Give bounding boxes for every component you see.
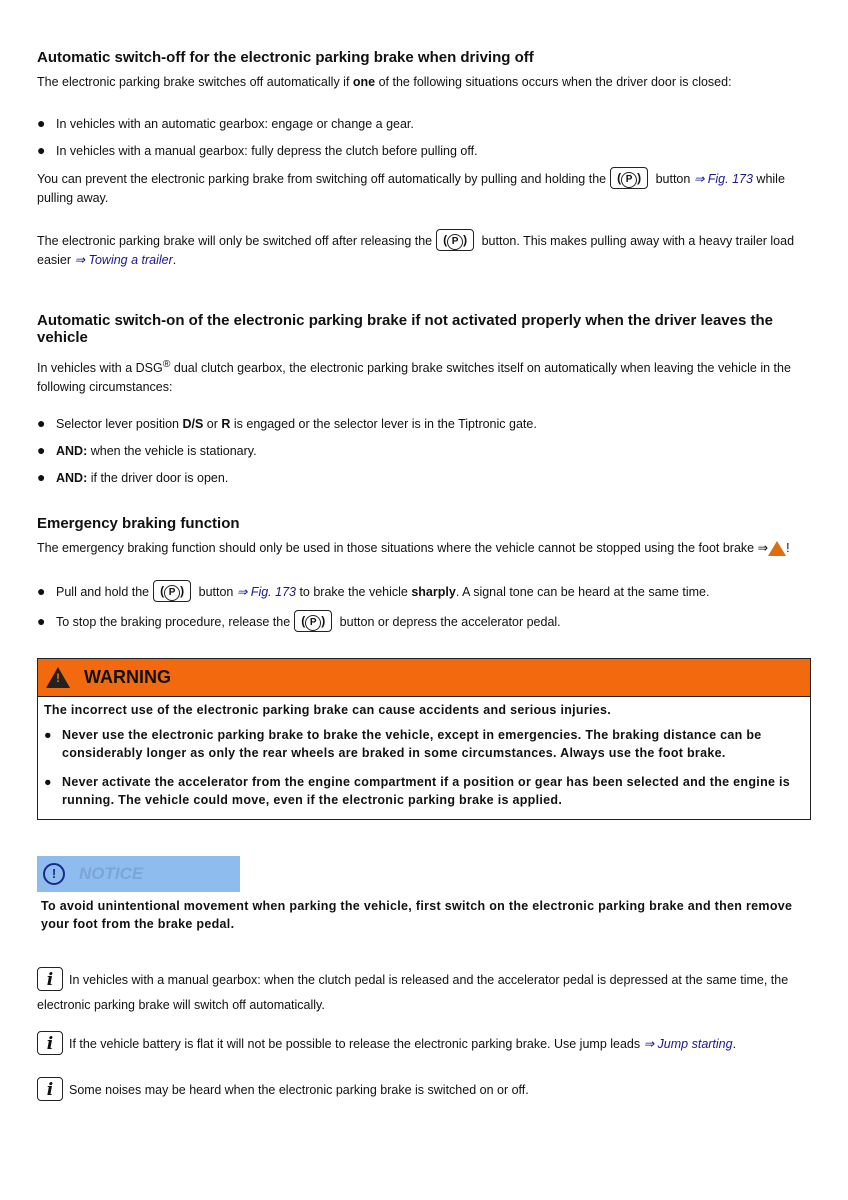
- link-fig-173[interactable]: ⇒ Fig. 173: [236, 585, 296, 599]
- text: or: [203, 417, 222, 431]
- bullet-icon: ●: [44, 728, 52, 742]
- heading-auto-switch-off: Automatic switch-off for the electronic parking brake when driving off: [37, 49, 534, 66]
- bullet-icon: ●: [37, 142, 46, 158]
- parking-brake-button-icon: ( P ): [294, 610, 332, 632]
- parking-brake-button-icon: ( P ): [610, 167, 648, 189]
- text-bold: one: [352, 75, 376, 89]
- text: dual clutch gearbox, the electronic parking brake switches itself on automatically when leaving the vehicle in the following circumstances:: [37, 361, 791, 395]
- warning-lead: The incorrect use of the electronic parking brake can cause accidents and serious injuries.: [44, 703, 612, 717]
- text: If the vehicle battery is flat it will not be possible to release the electronic parking brake. Use jump leads: [69, 1037, 644, 1051]
- text: button. This makes pulling away with a heavy trailer load easier: [37, 234, 795, 267]
- text: when the vehicle is stationary.: [87, 444, 257, 458]
- text-bold: AND:: [56, 471, 88, 485]
- info-note: [37, 1078, 797, 1103]
- text: Some noises may be heard when the electronic parking brake is switched on or off.: [69, 1083, 529, 1097]
- warning-triangle-icon[interactable]: [768, 541, 786, 556]
- text: button: [198, 585, 237, 599]
- text-bold: AND:: [56, 444, 88, 458]
- list-item: [37, 612, 561, 632]
- text: !: [786, 541, 790, 555]
- text: if the driver door is open.: [87, 471, 229, 485]
- text: Pull and hold the: [56, 585, 150, 599]
- text: .: [172, 253, 177, 267]
- warning-body: [38, 697, 810, 824]
- text: The emergency braking function should only be used in those situations where the vehicle cannot be stopped using the foot brake ⇒: [37, 541, 769, 555]
- notice-title: NOTICE: [79, 864, 144, 883]
- info-icon: i: [37, 1031, 63, 1055]
- link-jump-starting[interactable]: ⇒ Jump starting: [643, 1037, 733, 1051]
- info-note: [37, 1032, 797, 1057]
- p-symbol: P: [164, 585, 180, 601]
- text-bold: sharply: [411, 585, 456, 599]
- notice-text: To avoid unintentional movement when parking the vehicle, first switch on the electronic parking brake and then remove your foot from the brake pedal.: [41, 899, 793, 931]
- text: Never use the electronic parking brake to brake the vehicle, except in emergencies. The braking distance can be considerably longer as only the rear wheels are braked in some circumstances. Always use the foot brake.: [62, 728, 762, 760]
- text: In vehicles with an automatic gearbox: engage or change a gear.: [56, 117, 414, 131]
- parking-brake-button-icon: ( P ): [153, 580, 191, 602]
- text: of the following situations occurs when the driver door is closed:: [375, 75, 732, 89]
- bullet-icon: ●: [37, 442, 46, 458]
- text: In vehicles with a manual gearbox: when the clutch pedal is released and the accelerator pedal is depressed at the same time, the electronic parking brake will switch off automatically.: [37, 973, 789, 1012]
- text: while pulling away.: [37, 172, 785, 205]
- text: In vehicles with a manual gearbox: fully depress the clutch before pulling off.: [56, 144, 478, 158]
- p-symbol: P: [621, 172, 637, 188]
- list-item: [37, 114, 414, 134]
- text-bold: D/S: [182, 417, 204, 431]
- p-symbol: P: [305, 615, 321, 631]
- text: The electronic parking brake will only be switched off after releasing the: [37, 234, 433, 248]
- info-icon: i: [37, 1077, 63, 1101]
- exclamation-circle-icon: !: [43, 863, 65, 885]
- paragraph: [37, 232, 797, 270]
- bullet-icon: ●: [37, 415, 46, 431]
- list-item: [37, 582, 709, 602]
- text: Selector lever position: [56, 417, 183, 431]
- bullet-icon: ●: [37, 583, 46, 599]
- warning-triangle-icon: [46, 667, 70, 688]
- bullet-icon: ●: [37, 469, 46, 485]
- warning-item: [44, 773, 804, 809]
- text: button: [655, 172, 691, 186]
- link-fig-173[interactable]: ⇒ Fig. 173: [693, 172, 753, 186]
- text: Never activate the accelerator from the engine compartment if a position or gear has been selected and the engine is running. The vehicle could move, even if the electronic parking brake is applied.: [62, 775, 791, 807]
- text: In vehicles with a DSG: [37, 361, 163, 376]
- text: The electronic parking brake switches off automatically if: [37, 75, 353, 89]
- text: is engaged or the selector lever is in the Tiptronic gate.: [230, 417, 537, 431]
- warning-header: [38, 659, 810, 697]
- text: .: [732, 1037, 737, 1051]
- paragraph: [37, 539, 797, 558]
- warning-title: WARNING: [84, 667, 171, 687]
- registered-mark: ®: [162, 359, 171, 370]
- bullet-icon: ●: [37, 115, 46, 131]
- warning-item: [44, 726, 804, 762]
- text: To stop the braking procedure, release the: [56, 615, 291, 629]
- warning-box: [37, 658, 811, 820]
- text: You can prevent the electronic parking brake from switching off automatically by pulling and holding the: [37, 172, 607, 186]
- text-bold: R: [221, 417, 231, 431]
- heading-emergency-braking: Emergency braking function: [37, 515, 240, 532]
- link-towing-trailer[interactable]: ⇒ Towing a trailer: [74, 253, 173, 267]
- bullet-icon: ●: [37, 613, 46, 629]
- p-symbol: P: [447, 234, 463, 250]
- list-item: [37, 414, 537, 434]
- paragraph: [37, 355, 797, 397]
- text: to brake the vehicle: [295, 585, 412, 599]
- parking-brake-button-icon: ( P ): [436, 229, 474, 251]
- list-item: [37, 468, 228, 488]
- heading-auto-switch-on: Automatic switch-on of the electronic parking brake if not activated properly when the driver leaves the vehicle: [37, 312, 774, 346]
- paragraph: [37, 73, 797, 92]
- bullet-icon: ●: [44, 775, 52, 789]
- notice-header: [37, 856, 240, 892]
- list-item: [37, 141, 478, 161]
- paragraph: [37, 170, 797, 208]
- list-item: [37, 441, 257, 461]
- info-icon: i: [37, 967, 63, 991]
- text: . A signal tone can be heard at the same time.: [455, 585, 710, 599]
- text: button or depress the accelerator pedal.: [339, 615, 561, 629]
- info-note: [37, 968, 797, 1018]
